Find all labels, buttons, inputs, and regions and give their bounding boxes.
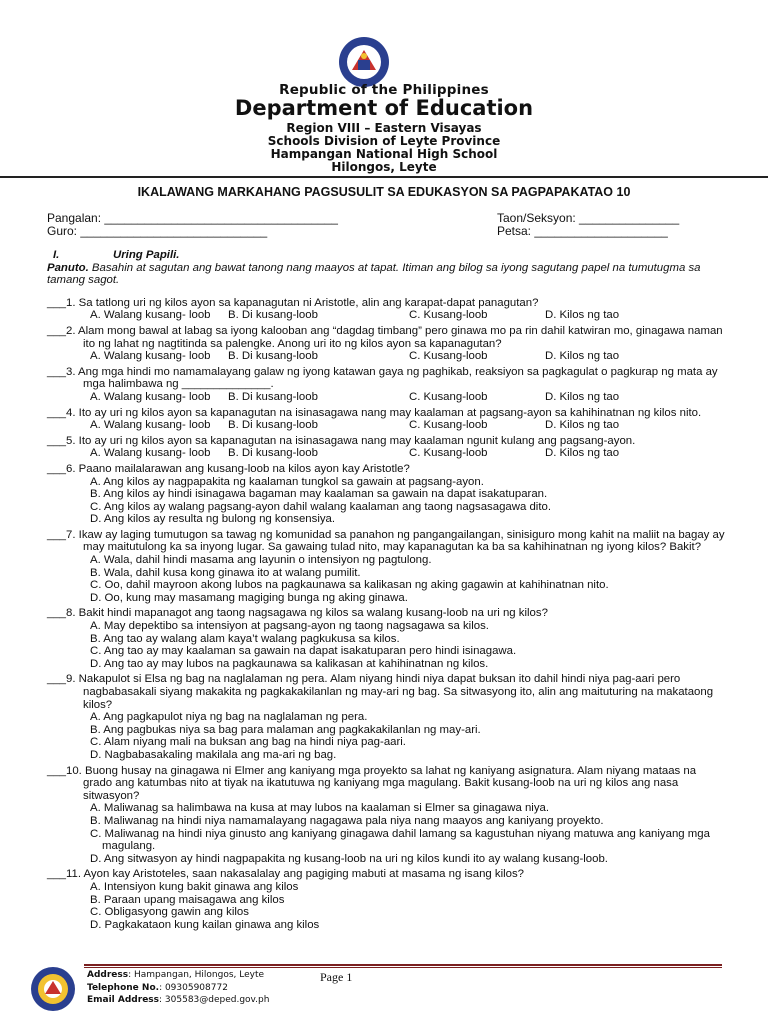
question-8 — [47, 607, 727, 670]
choice-row — [47, 350, 727, 363]
page-number: Page 1 — [320, 970, 353, 984]
choice-d: D. Ang sitwasyon ay hindi nagpapakita ng kusang-loob na uri ng kilos kundi ito ay walang kusang-loob. — [90, 852, 608, 865]
choice-b: B. Di kusang-loob — [228, 309, 318, 322]
question-text: ___3. Ang mga hindi mo namamalayang galaw ng iyong katawan gaya ng paghikab, reaksiyon sa pagkagulat o pagkurap ng mata ay mga halimbawa ng ______________. — [47, 365, 718, 391]
choice-d: D. Kilos ng tao — [545, 419, 620, 432]
choice-b: B. Maliwanag na hindi niya namamalayang nagagawa pala niya nang maayos ang kaniyang proyekto. — [90, 814, 604, 827]
question-5 — [47, 435, 727, 460]
school-line: Hampangan National High School — [270, 147, 498, 161]
choice-c: C. Alam niyang mali na buksan ang bag na hindi niya pag-aari. — [90, 736, 406, 749]
choice-row — [47, 447, 727, 460]
choice-a: A. Walang kusang- loob — [90, 390, 211, 403]
choice-b: B. Di kusang-loob — [228, 350, 318, 363]
question-10 — [47, 765, 727, 866]
question-11 — [47, 868, 727, 931]
choice-d: D. Kilos ng tao — [545, 350, 620, 363]
question-3 — [47, 366, 727, 404]
choice-a: A. Walang kusang- loob — [90, 419, 211, 432]
choice-c: C. Kusang-loob — [409, 390, 488, 403]
choice-a: A. Intensiyon kung bakit ginawa ang kilos — [90, 880, 299, 893]
choice-b: B. Paraan upang maisagawa ang kilos — [90, 893, 285, 906]
choice-row — [47, 419, 727, 432]
choice-a: A. Ang kilos ay nagpapakita ng kaalaman tungkol sa gawain at pagsang-ayon. — [90, 475, 484, 488]
choice-b: B. Wala, dahil kusa kong ginawa ito at walang pumilit. — [90, 566, 361, 579]
teacher-field: Guro: ____________________________ — [47, 224, 268, 238]
name-field: Pangalan: ___________________________________ — [47, 211, 338, 225]
question-text: ___8. Bakit hindi mapanagot ang taong nagsagawa ng kilos sa walang kusang-loob na uri ng kilos? — [47, 607, 548, 620]
division-line: Schools Division of Leyte Province — [267, 134, 501, 148]
choice-b: B. Ang kilos ay hindi isinagawa bagaman may kaalaman sa gawain na dapat isakatuparan. — [90, 488, 548, 501]
choice-d: D. Oo, kung may masamang magiging bunga ng aking ginawa. — [90, 591, 408, 604]
instructions: Panuto. Basahin at sagutan ang bawat tanong nang maayos at tapat. Itiman ang bilog sa iyong sagutang papel na tumutugma sa tamang sagot. — [47, 261, 701, 287]
choice-d: D. Kilos ng tao — [545, 390, 620, 403]
choice-a: A. Maliwanag sa halimbawa na kusa at may lubos na kaalaman si Elmer sa ginagawa niya. — [90, 802, 550, 815]
question-6 — [47, 463, 727, 526]
choice-b: B. Di kusang-loob — [228, 390, 318, 403]
choice-c: C. Kusang-loob — [409, 309, 488, 322]
date-field: Petsa: ____________________ — [497, 224, 668, 238]
region-line: Region VIII – Eastern Visayas — [286, 121, 482, 135]
question-text: ___4. Ito ay uri ng kilos ayon sa kapanagutan na isinasagawa nang may kaalaman at pagsang-ayon sa kahihinatnan ng kilos nito. — [47, 406, 702, 419]
choice-d: D. Pagkakataon kung kailan ginawa ang kilos — [90, 918, 320, 931]
choice-b: B. Ang pagbukas niya sa bag para malaman ang pagkakakilanlan ng may-ari. — [90, 723, 481, 736]
choice-a: A. Walang kusang- loob — [90, 309, 211, 322]
choice-row — [47, 309, 727, 322]
footer-rule-thin — [84, 967, 722, 968]
question-1 — [47, 297, 727, 322]
choice-d: D. Ang kilos ay resulta ng bulong ng konsensiya. — [90, 513, 336, 526]
choice-c: C. Kusang-loob — [409, 419, 488, 432]
choice-row — [47, 391, 727, 404]
question-text: ___2. Alam mong bawal at labag sa iyong kalooban ang “dagdag timbang” pero ginawa mo pa rin dahil katwiran mo, ginagawa naman ito ng lahat ng nagtitinda sa palengke. Anong uri ito ng kilos ayon sa kapanagutan? — [47, 324, 723, 350]
choice-b: B. Ang tao ay walang alam kaya’t walang pagkukusa sa kilos. — [90, 632, 400, 645]
exam-body — [47, 249, 727, 931]
question-text: ___5. Ito ay uri ng kilos ayon sa kapanagutan na isinasagawa nang may kaalaman ngunit kulang ang pagsang-ayon. — [47, 434, 636, 447]
choice-a: A. Walang kusang- loob — [90, 350, 211, 363]
choice-d: D. Kilos ng tao — [545, 447, 620, 460]
town-line: Hilongos, Leyte — [331, 160, 437, 174]
choice-a: A. Ang pagkapulot niya ng bag na naglalaman ng pera. — [90, 711, 368, 724]
footer-contact: Address: Hampangan, Hilongos, Leyte Telephone No.: 09305908772 Email Address: 305583@deped.gov.ph — [87, 970, 270, 1005]
choice-b: B. Di kusang-loob — [228, 419, 318, 432]
deped-seal-logo — [338, 36, 390, 88]
republic-heading: Republic of the Philippines — [279, 82, 489, 98]
choice-c: C. Kusang-loob — [409, 350, 488, 363]
choice-c: C. Oo, dahil mayroon akong lubos na pagkaunawa sa kalikasan ng aking gagawin at kahihinatnan nito. — [90, 579, 609, 592]
choice-b: B. Di kusang-loob — [228, 447, 318, 460]
choice-a: A. Walang kusang- loob — [90, 447, 211, 460]
department-heading: Department of Education — [234, 96, 534, 120]
choice-c: C. Obligasyong gawin ang kilos — [90, 906, 249, 919]
choice-c: C. Ang kilos ay walang pagsang-ayon dahil walang kaalaman ang taong nagsasagawa dito. — [90, 500, 552, 513]
section-heading: I. Uring Papili. — [53, 249, 180, 261]
footer-rule — [84, 964, 722, 966]
question-text: ___1. Sa tatlong uri ng kilos ayon sa kapanagutan ni Aristotle, alin ang karapat-dapat panagutan? — [47, 296, 539, 309]
school-seal-logo — [30, 966, 76, 1012]
question-text: ___6. Paano mailalarawan ang kusang-loob na kilos ayon kay Aristotle? — [47, 462, 410, 475]
choice-d: D. Ang tao ay may lubos na pagkaunawa sa kalikasan at kahihinatnan ng kilos. — [90, 657, 489, 670]
exam-title: IKALAWANG MARKAHANG PAGSUSULIT SA EDUKASYON SA PAGPAPAKATAO 10 — [137, 185, 631, 199]
choice-c: C. Ang tao ay may kaalaman sa gawain na dapat isakatuparan pero hindi isinagawa. — [90, 645, 517, 658]
question-9 — [47, 673, 727, 761]
question-text: ___7. Ikaw ay laging tumutugon sa tawag ng komunidad sa panahon ng pangangailangan, sinisiguro mong kahit na maliit na bagay ay may maitutulong ka sa inyong lugar. Sa gawaing tulad nito, may kapanagutan ka ba sa kahihinatnan ng iyong kilos? Bakit? — [47, 528, 725, 554]
section-field: Taon/Seksyon: _______________ — [497, 211, 680, 225]
header-divider — [0, 176, 768, 178]
choice-d: D. Nagbabasakaling makilala ang ma-ari ng bag. — [90, 748, 337, 761]
question-text: ___9. Nakapulot si Elsa ng bag na naglalaman ng pera. Alam niyang hindi niya dapat buksan ito dahil hindi niya pag-aari pero nagbabasakali siyang makakita ng pagkakakilanlan ng may-ari ng bag. Sa sitwasyong ito, alin ang maituturing na makataong kilos? — [47, 673, 714, 711]
question-4 — [47, 407, 727, 432]
choice-a: A. Wala, dahil hindi masama ang layunin o intensiyon ng pagtulong. — [90, 554, 432, 567]
question-7 — [47, 529, 727, 605]
choice-d: D. Kilos ng tao — [545, 309, 620, 322]
question-text: ___11. Ayon kay Aristoteles, saan nakasalalay ang pagiging mabuti at masama ng isang kilos? — [47, 868, 525, 881]
choice-a: A. May depektibo sa intensiyon at pagsang-ayon ng taong nagsagawa sa kilos. — [90, 620, 489, 633]
question-text: ___10. Buong husay na ginagawa ni Elmer ang kaniyang mga proyekto sa lahat ng kaniyang asignatura. Alam niyang mataas na grado ang katumbas nito at tiyak na ikatutuwa ng kaniyang mga magulang. Bakit kusang-loob na uri ng kilos ang nasa sitwasyon? — [47, 764, 697, 802]
choice-c: C. Kusang-loob — [409, 447, 488, 460]
question-2 — [47, 325, 727, 363]
choice-c: C. Maliwanag na hindi niya ginusto ang kaniyang ginagawa dahil lamang sa kagustuhan niyang matuwa ang kaniyang mga magulang. — [90, 827, 710, 853]
